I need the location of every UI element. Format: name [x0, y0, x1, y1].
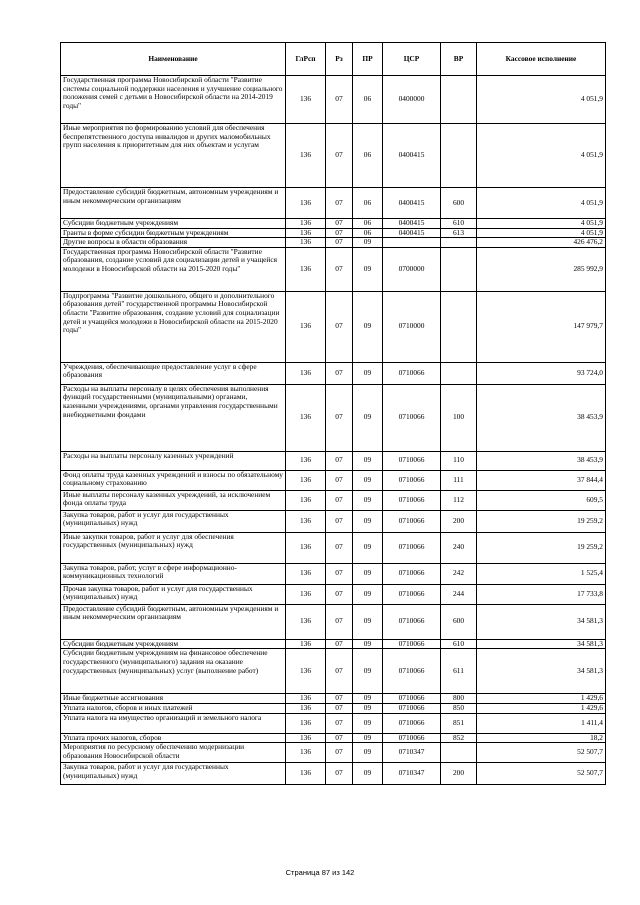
table-row — [61, 713, 606, 733]
row-pr: 09 — [353, 490, 383, 510]
row-glrsp: 136 — [286, 743, 326, 763]
row-name: Уплата прочих налогов, сборов — [61, 733, 286, 743]
row-name: Государственная программа Новосибирской области "Развитие системы социальной поддержки населения и улучшение социального положения семей с детьми в Новосибирской области на 2014-2019 годы" — [61, 76, 286, 124]
row-vr: 610 — [441, 219, 477, 229]
row-sum: 4 051,9 — [477, 124, 606, 188]
row-rz: 07 — [326, 490, 353, 510]
header-pr: ПР — [353, 43, 383, 76]
row-glrsp: 136 — [286, 362, 326, 384]
row-rz: 07 — [326, 694, 353, 704]
row-rz: 07 — [326, 532, 353, 563]
row-csr: 0400000 — [383, 76, 441, 124]
row-sum: 426 476,2 — [477, 238, 606, 248]
row-rz: 07 — [326, 188, 353, 219]
row-rz: 07 — [326, 228, 353, 238]
row-glrsp: 136 — [286, 490, 326, 510]
row-sum: 19 259,2 — [477, 532, 606, 563]
table-row — [61, 384, 606, 451]
table-row — [61, 743, 606, 763]
row-csr: 0400415 — [383, 228, 441, 238]
row-rz: 07 — [326, 470, 353, 490]
row-pr: 09 — [353, 451, 383, 470]
header-rz: Рз — [326, 43, 353, 76]
row-rz: 07 — [326, 763, 353, 785]
row-rz: 07 — [326, 451, 353, 470]
row-vr: 613 — [441, 228, 477, 238]
row-csr: 0710066 — [383, 384, 441, 451]
row-glrsp: 136 — [286, 639, 326, 649]
row-name: Закупка товаров, работ и услуг для государственных (муниципальных) нужд — [61, 510, 286, 532]
table-row — [61, 490, 606, 510]
row-vr: 200 — [441, 510, 477, 532]
row-rz: 07 — [326, 510, 353, 532]
row-rz: 07 — [326, 639, 353, 649]
row-csr: 0710066 — [383, 604, 441, 639]
row-glrsp: 136 — [286, 713, 326, 733]
row-vr: 112 — [441, 490, 477, 510]
page-number: Страница 87 из 142 — [285, 868, 355, 877]
row-sum: 1 429,6 — [477, 703, 606, 713]
row-glrsp: 136 — [286, 384, 326, 451]
row-pr: 09 — [353, 713, 383, 733]
row-csr: 0710066 — [383, 703, 441, 713]
table-row — [61, 238, 606, 248]
row-glrsp: 136 — [286, 584, 326, 604]
row-pr: 06 — [353, 124, 383, 188]
table-row — [61, 649, 606, 694]
row-sum: 147 979,7 — [477, 291, 606, 362]
row-name: Мероприятия по ресурсному обеспечению модернизации образования Новосибирской области — [61, 743, 286, 763]
row-csr: 0710066 — [383, 733, 441, 743]
row-vr: 611 — [441, 649, 477, 694]
table-row — [61, 291, 606, 362]
row-vr: 600 — [441, 188, 477, 219]
row-glrsp: 136 — [286, 238, 326, 248]
row-vr: 610 — [441, 639, 477, 649]
row-csr: 0710066 — [383, 510, 441, 532]
row-pr: 09 — [353, 470, 383, 490]
row-name: Предоставление субсидий бюджетным, автономным учреждениям и иным некоммерческим организациям — [61, 188, 286, 219]
row-glrsp: 136 — [286, 291, 326, 362]
row-sum: 52 507,7 — [477, 743, 606, 763]
table-row — [61, 247, 606, 291]
header-name: Наименование — [61, 43, 286, 76]
row-glrsp: 136 — [286, 228, 326, 238]
header-csr: ЦСР — [383, 43, 441, 76]
row-sum: 17 733,8 — [477, 584, 606, 604]
row-pr: 06 — [353, 219, 383, 229]
row-sum: 1 525,4 — [477, 563, 606, 584]
row-pr: 09 — [353, 703, 383, 713]
row-pr: 09 — [353, 362, 383, 384]
row-csr: 0710066 — [383, 584, 441, 604]
row-name: Подпрограмма "Развитие дошкольного, общего и дополнительного образования детей" государственной программы Новосибирской области "Развитие образования, создание условий для социализации детей и учащейся молодежи в Новосибирской области на 2015-2020 годы" — [61, 291, 286, 362]
row-glrsp: 136 — [286, 76, 326, 124]
row-pr: 09 — [353, 510, 383, 532]
row-glrsp: 136 — [286, 219, 326, 229]
row-sum: 34 581,3 — [477, 639, 606, 649]
row-csr: 0700000 — [383, 247, 441, 291]
row-pr: 09 — [353, 291, 383, 362]
row-sum: 38 453,9 — [477, 384, 606, 451]
table-row — [61, 694, 606, 704]
row-glrsp: 136 — [286, 763, 326, 785]
row-name: Предоставление субсидий бюджетным, автономным учреждениям и иным некоммерческим организациям — [61, 604, 286, 639]
row-glrsp: 136 — [286, 694, 326, 704]
table-row — [61, 532, 606, 563]
header-glrsp: ГлРсп — [286, 43, 326, 76]
budget-table — [60, 42, 606, 785]
row-pr: 09 — [353, 584, 383, 604]
row-csr: 0400415 — [383, 188, 441, 219]
row-sum: 285 992,9 — [477, 247, 606, 291]
row-name: Иные закупки товаров, работ и услуг для обеспечения государственных (муниципальных) нужд — [61, 532, 286, 563]
header-vr: ВР — [441, 43, 477, 76]
row-sum: 1 429,6 — [477, 694, 606, 704]
row-pr: 06 — [353, 188, 383, 219]
row-vr: 110 — [441, 451, 477, 470]
row-vr: 100 — [441, 384, 477, 451]
table-row — [61, 763, 606, 785]
row-glrsp: 136 — [286, 733, 326, 743]
row-rz: 07 — [326, 743, 353, 763]
table-header-row — [61, 43, 606, 76]
row-csr: 0710066 — [383, 713, 441, 733]
row-vr — [441, 743, 477, 763]
row-glrsp: 136 — [286, 563, 326, 584]
row-pr: 06 — [353, 228, 383, 238]
row-sum: 19 259,2 — [477, 510, 606, 532]
row-name: Субсидии бюджетным учреждениям — [61, 639, 286, 649]
row-glrsp: 136 — [286, 649, 326, 694]
table-row — [61, 639, 606, 649]
row-glrsp: 136 — [286, 470, 326, 490]
table-row — [61, 510, 606, 532]
row-vr: 242 — [441, 563, 477, 584]
row-rz: 07 — [326, 733, 353, 743]
row-vr: 244 — [441, 584, 477, 604]
row-rz: 07 — [326, 238, 353, 248]
row-csr: 0710000 — [383, 291, 441, 362]
row-csr: 0710066 — [383, 451, 441, 470]
row-vr: 852 — [441, 733, 477, 743]
header-sum: Кассовое исполнение — [477, 43, 606, 76]
table-row — [61, 470, 606, 490]
row-glrsp: 136 — [286, 604, 326, 639]
row-vr: 851 — [441, 713, 477, 733]
row-rz: 07 — [326, 604, 353, 639]
row-csr — [383, 238, 441, 248]
row-rz: 07 — [326, 362, 353, 384]
row-pr: 09 — [353, 563, 383, 584]
row-name: Государственная программа Новосибирской области "Развитие образования, создание условий для социализации детей и учащейся молодежи в Новосибирской области на 2015-2020 годы" — [61, 247, 286, 291]
row-csr: 0710066 — [383, 694, 441, 704]
row-sum: 34 581,3 — [477, 604, 606, 639]
row-csr: 0710347 — [383, 743, 441, 763]
row-pr: 09 — [353, 743, 383, 763]
row-csr: 0710066 — [383, 362, 441, 384]
row-name: Иные бюджетные ассигнования — [61, 694, 286, 704]
row-glrsp: 136 — [286, 532, 326, 563]
table-row — [61, 188, 606, 219]
table-row — [61, 362, 606, 384]
row-csr: 0710066 — [383, 563, 441, 584]
row-sum: 4 051,9 — [477, 76, 606, 124]
row-vr: 600 — [441, 604, 477, 639]
row-glrsp: 136 — [286, 510, 326, 532]
row-csr: 0710347 — [383, 763, 441, 785]
row-pr: 09 — [353, 532, 383, 563]
row-pr: 06 — [353, 76, 383, 124]
row-vr: 850 — [441, 703, 477, 713]
row-sum: 4 051,9 — [477, 228, 606, 238]
row-sum: 38 453,9 — [477, 451, 606, 470]
row-name: Уплата налогов, сборов и иных платежей — [61, 703, 286, 713]
row-csr: 0710066 — [383, 532, 441, 563]
row-rz: 07 — [326, 124, 353, 188]
row-vr — [441, 124, 477, 188]
row-vr: 111 — [441, 470, 477, 490]
row-pr: 09 — [353, 238, 383, 248]
row-sum: 1 411,4 — [477, 713, 606, 733]
row-sum: 52 507,7 — [477, 763, 606, 785]
row-glrsp: 136 — [286, 451, 326, 470]
row-name: Прочая закупка товаров, работ и услуг для государственных (муниципальных) нужд — [61, 584, 286, 604]
row-name: Субсидии бюджетным учреждениям — [61, 219, 286, 229]
row-pr: 09 — [353, 384, 383, 451]
row-vr: 240 — [441, 532, 477, 563]
row-rz: 07 — [326, 713, 353, 733]
row-name: Закупка товаров, работ и услуг для государственных (муниципальных) нужд — [61, 763, 286, 785]
row-glrsp: 136 — [286, 188, 326, 219]
row-glrsp: 136 — [286, 703, 326, 713]
table-body — [61, 76, 606, 785]
row-sum: 18,2 — [477, 733, 606, 743]
table-row — [61, 451, 606, 470]
row-vr — [441, 291, 477, 362]
row-pr: 09 — [353, 247, 383, 291]
row-rz: 07 — [326, 76, 353, 124]
row-rz: 07 — [326, 584, 353, 604]
row-pr: 09 — [353, 733, 383, 743]
table-row — [61, 563, 606, 584]
row-sum: 609,5 — [477, 490, 606, 510]
row-glrsp: 136 — [286, 124, 326, 188]
row-name: Расходы на выплаты персоналу казенных учреждений — [61, 451, 286, 470]
row-pr: 09 — [353, 763, 383, 785]
table-row — [61, 604, 606, 639]
row-csr: 0400415 — [383, 219, 441, 229]
row-csr: 0400415 — [383, 124, 441, 188]
row-name: Гранты в форме субсидии бюджетным учреждениям — [61, 228, 286, 238]
row-csr: 0710066 — [383, 649, 441, 694]
row-name: Другие вопросы в области образования — [61, 238, 286, 248]
row-name: Иные мероприятия по формированию условий для обеспечения беспрепятственного доступа инвалидов и других маломобильных групп населения к приоритетным для них объектам и услугам — [61, 124, 286, 188]
row-vr: 200 — [441, 763, 477, 785]
row-sum: 4 051,9 — [477, 219, 606, 229]
row-glrsp: 136 — [286, 247, 326, 291]
table-row — [61, 733, 606, 743]
row-rz: 07 — [326, 384, 353, 451]
row-rz: 07 — [326, 219, 353, 229]
row-rz: 07 — [326, 563, 353, 584]
row-vr — [441, 76, 477, 124]
table-row — [61, 76, 606, 124]
row-sum: 37 844,4 — [477, 470, 606, 490]
row-rz: 07 — [326, 649, 353, 694]
row-rz: 07 — [326, 703, 353, 713]
row-name: Фонд оплаты труда казенных учреждений и взносы по обязательному социальному страхованию — [61, 470, 286, 490]
table-row — [61, 584, 606, 604]
row-name: Учреждения, обеспечивающие предоставление услуг в сфере образования — [61, 362, 286, 384]
row-sum: 4 051,9 — [477, 188, 606, 219]
row-pr: 09 — [353, 694, 383, 704]
row-sum: 34 581,3 — [477, 649, 606, 694]
row-rz: 07 — [326, 247, 353, 291]
row-pr: 09 — [353, 639, 383, 649]
row-vr — [441, 247, 477, 291]
row-name: Иные выплаты персоналу казенных учреждений, за исключением фонда оплаты труда — [61, 490, 286, 510]
table-row — [61, 703, 606, 713]
row-rz: 07 — [326, 291, 353, 362]
report-page — [60, 42, 605, 785]
row-sum: 93 724,0 — [477, 362, 606, 384]
row-vr — [441, 238, 477, 248]
row-vr: 800 — [441, 694, 477, 704]
row-csr: 0710066 — [383, 490, 441, 510]
row-csr: 0710066 — [383, 470, 441, 490]
row-pr: 09 — [353, 649, 383, 694]
row-name: Закупка товаров, работ, услуг в сфере информационно-коммуникационных технологий — [61, 563, 286, 584]
row-vr — [441, 362, 477, 384]
table-row — [61, 124, 606, 188]
table-row — [61, 219, 606, 229]
row-name: Субсидии бюджетным учреждениям на финансовое обеспечение государственного (муниципального) задания на оказание государственных (муниципальных) услуг (выполнение работ) — [61, 649, 286, 694]
table-row — [61, 228, 606, 238]
row-name: Уплата налога на имущество организаций и земельного налога — [61, 713, 286, 733]
row-csr: 0710066 — [383, 639, 441, 649]
row-pr: 09 — [353, 604, 383, 639]
row-name: Расходы на выплаты персоналу в целях обеспечения выполнения функций государственными (муниципальными) органами, казенными учреждениями, органами управления государственными внебюджетными фондами — [61, 384, 286, 451]
